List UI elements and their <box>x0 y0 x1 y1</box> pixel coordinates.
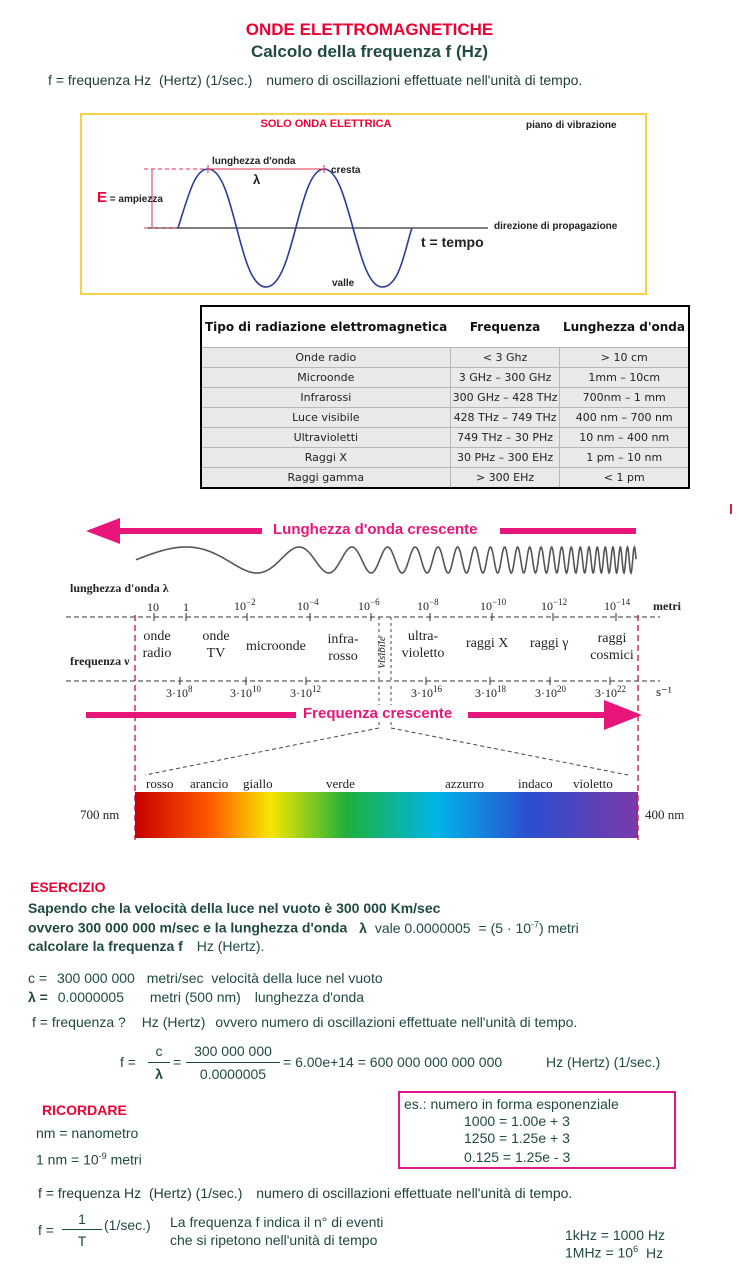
formula-lambda: λ <box>155 1066 163 1082</box>
table-row <box>201 428 689 448</box>
table-cell: 428 THz – 749 THz <box>450 408 560 428</box>
color-indigo: indaco <box>518 776 553 791</box>
freq-tick-label: $3\cdot 10^{18}$ <box>475 684 506 700</box>
left-nm-label: 700 nm <box>80 807 120 822</box>
lambda-symbol: λ <box>253 172 261 187</box>
c-definition: c = 300 000 000 metri/sec velocità della luce nel vuoto <box>28 970 383 986</box>
wavelength-unit: metri <box>653 599 681 613</box>
col-wavelength-header: Lunghezza d'onda <box>562 319 685 334</box>
wl-tick-label: $10^{-8}$ <box>417 597 439 613</box>
freq-tick-label: $3\cdot 10^{12}$ <box>290 684 321 700</box>
exercise-text-2b: vale 0.0000005 <box>374 919 471 936</box>
frequency-arrowhead <box>604 700 642 730</box>
formula-equals: = <box>173 1054 182 1070</box>
wavelength-axis-label: lunghezza d'onda λ <box>70 581 169 595</box>
wavelength-arrowhead <box>86 518 120 544</box>
wave-heading: SOLO ONDA ELETTRICA <box>260 118 392 130</box>
table-cell: > 300 EHz <box>450 468 560 489</box>
footer-f-eq: f = <box>38 1222 54 1238</box>
formula-f: f = <box>120 1054 136 1070</box>
formula-unit: Hz (Hertz) (1/sec.) <box>546 1054 661 1070</box>
table-cell: > 10 cm <box>560 348 689 368</box>
wl-tick-label: $10^{-4}$ <box>297 597 319 613</box>
table-cell: Microonde <box>201 368 450 388</box>
freq-tick-label: $3\cdot 10^8$ <box>166 684 193 700</box>
band-cosmic: raggi cosmici <box>590 631 634 663</box>
formula-fraction-bar <box>148 1062 170 1063</box>
color-blue: azzurro <box>445 776 484 791</box>
band-xray: raggi X <box>466 636 509 651</box>
color-orange: arancio <box>190 776 229 791</box>
frequency-arrow-label: Frequenza crescente <box>300 705 455 722</box>
table-row <box>201 448 689 468</box>
table-cell: < 1 pm <box>560 468 689 489</box>
vibration-plane-label: piano di vibrazione <box>526 120 617 131</box>
formula-result: = 6.00e+14 = 600 000 000 000 000 <box>283 1054 503 1070</box>
footer-numerator: 1 <box>78 1211 86 1227</box>
exercise-exponent-expr: = $(5 \cdot 10^{-7})$ metri <box>478 919 579 936</box>
propagation-label: direzione di propagazione <box>494 221 618 232</box>
wl-tick-label: $10^{-6}$ <box>358 597 380 613</box>
definition-prefix: f = frequenza Hz <box>48 72 152 88</box>
nanometer-equation: 1 nm = $10^{-9}$ metri <box>36 1151 142 1168</box>
footer-note-2: che si ripetono nell'unità di tempo <box>170 1232 378 1248</box>
footer-fraction-bar <box>62 1229 102 1230</box>
spectrum-diagram <box>0 500 739 850</box>
crest-label: cresta <box>331 165 361 176</box>
band-visible: visibile <box>376 636 388 668</box>
exponential-row-1: 1000 = 1.00e + 3 <box>464 1113 570 1129</box>
right-nm-label: 400 nm <box>645 807 685 822</box>
wl-tick-label: 10 <box>147 600 159 614</box>
color-violet: violetto <box>573 776 613 791</box>
freq-tick-label: $3\cdot 10^{10}$ <box>230 684 261 700</box>
exponential-title: es.: numero in forma esponenziale <box>404 1096 619 1112</box>
table-row <box>201 368 689 388</box>
f-definition: f = frequenza ? Hz (Hertz) ovvero numero di oscillazioni effettuate nell'unità di tempo. <box>32 1014 578 1030</box>
lambda-definition: λ = 0.0000005 metri (500 nm) lunghezza d'onda <box>28 989 365 1005</box>
page-title: ONDE ELETTROMAGNETICHE <box>245 20 494 39</box>
table-cell: Onde radio <box>201 348 450 368</box>
ricordare-heading: RICORDARE <box>42 1102 127 1118</box>
band-microwave: microonde <box>246 639 306 654</box>
wl-tick-label: $10^{-10}$ <box>480 597 507 613</box>
wavelength-label: lunghezza d'onda <box>212 156 296 167</box>
table-cell: 300 GHz – 428 THz <box>450 388 560 408</box>
table-cell: 1mm – 10cm <box>560 368 689 388</box>
definition-unit: (Hertz) (1/sec.) <box>159 72 253 88</box>
page-subtitle: Calcolo della frequenza f (Hz) <box>250 42 489 61</box>
amplitude-text: = ampiezza <box>109 194 163 205</box>
color-green: verde <box>326 776 355 791</box>
table-row <box>201 408 689 428</box>
table-cell: 400 nm – 700 nm <box>560 408 689 428</box>
formula-denominator: 0.0000005 <box>199 1066 267 1082</box>
exponential-row-2: 1250 = 1.25e + 3 <box>464 1130 570 1146</box>
freq-tick-label: $3\cdot 10^{16}$ <box>411 684 442 700</box>
frequency-definition <box>48 72 582 88</box>
wave-diagram <box>80 113 647 295</box>
col-type-header: Tipo di radiazione elettromagnetica <box>205 319 448 334</box>
lambda-symbol: λ <box>359 919 367 936</box>
table-cell: Raggi X <box>201 448 450 468</box>
exercise-text-1: Sapendo che la velocità della luce nel vuoto è 300 000 Km/sec <box>28 900 441 916</box>
table-cell: Raggi gamma <box>201 468 450 489</box>
table-cell: 10 nm – 400 nm <box>560 428 689 448</box>
band-radio: onde radio <box>142 629 172 661</box>
table-cell: < 3 Ghz <box>450 348 560 368</box>
exercise-text-3 <box>28 938 264 954</box>
formula-c: c <box>155 1043 163 1059</box>
col-frequency-header: Frequenza <box>469 319 541 334</box>
frequency-unit: s⁻¹ <box>656 684 672 699</box>
visible-spectrum-bar <box>135 792 638 838</box>
exercise-text-2a: ovvero 300 000 000 m/sec e la lunghezza d'onda <box>28 919 348 936</box>
table-header-row <box>201 306 689 348</box>
color-red: rosso <box>146 776 174 791</box>
amplitude-label <box>97 189 163 206</box>
amplitude-symbol: E <box>97 189 108 206</box>
freq-tick-label: $3\cdot 10^{20}$ <box>535 684 566 700</box>
time-label: t = tempo <box>421 234 484 250</box>
color-yellow: giallo <box>243 776 273 791</box>
band-tv: onde TV <box>202 629 230 661</box>
frequency-axis-label: frequenza ν <box>70 654 130 668</box>
table-cell: Luce visibile <box>201 408 450 428</box>
band-gamma: raggi γ <box>530 636 569 651</box>
table-cell: 700nm – 1 mm <box>560 388 689 408</box>
radiation-table <box>200 305 690 489</box>
wl-tick-label: $10^{-14}$ <box>604 597 631 613</box>
footer-frequency-definition: f = frequenza Hz (Hertz) (1/sec.) numero di oscillazioni effettuate nell'unità di tempo. <box>38 1185 573 1201</box>
exercise-text-3b: Hz (Hertz). <box>196 938 265 954</box>
table-row <box>201 348 689 368</box>
exercise-text-3a: calcolare la frequenza f <box>28 938 183 954</box>
table-cell: 30 PHz – 300 EHz <box>450 448 560 468</box>
band-ultraviolet: ultra-violetto <box>401 629 445 661</box>
exercise-heading: ESERCIZIO <box>30 879 106 895</box>
nanometer-definition: nm = nanometro <box>36 1125 139 1141</box>
formula-fraction-bar-2 <box>186 1062 280 1063</box>
wl-tick-label: $10^{-12}$ <box>541 597 568 613</box>
footer-note-1: La frequenza f indica il n° di eventi <box>170 1214 384 1230</box>
wl-tick-label: $10^{-2}$ <box>234 597 256 613</box>
khz-conversion: 1kHz = 1000 Hz <box>565 1227 665 1243</box>
table-row <box>201 388 689 408</box>
footer-denominator: T <box>77 1233 87 1249</box>
trough-label: valle <box>332 278 355 289</box>
table-cell: 1 pm – 10 nm <box>560 448 689 468</box>
exponential-row-3: 0.125 = 1.25e - 3 <box>464 1149 571 1165</box>
freq-tick-label: $3\cdot 10^{22}$ <box>595 684 626 700</box>
definition-text: numero di oscillazioni effettuate nell'unità di tempo. <box>266 72 583 88</box>
table-cell: Ultravioletti <box>201 428 450 448</box>
footer-unit: (1/sec.) <box>104 1217 151 1233</box>
wavelength-arrow-label: Lunghezza d'onda crescente <box>270 521 480 538</box>
table-cell: Infrarossi <box>201 388 450 408</box>
table-row <box>201 468 689 489</box>
table-cell: 749 THz – 30 PHz <box>450 428 560 448</box>
wl-tick-label: 1 <box>183 600 189 614</box>
table-cell: 3 GHz – 300 GHz <box>450 368 560 388</box>
mhz-conversion: $1MHz = 10^6$ Hz <box>565 1244 664 1261</box>
exercise-text-2 <box>28 919 579 936</box>
chirp-wave <box>136 547 636 573</box>
band-infrared: infra-rosso <box>327 632 359 664</box>
formula-numerator: 300 000 000 <box>194 1043 272 1059</box>
